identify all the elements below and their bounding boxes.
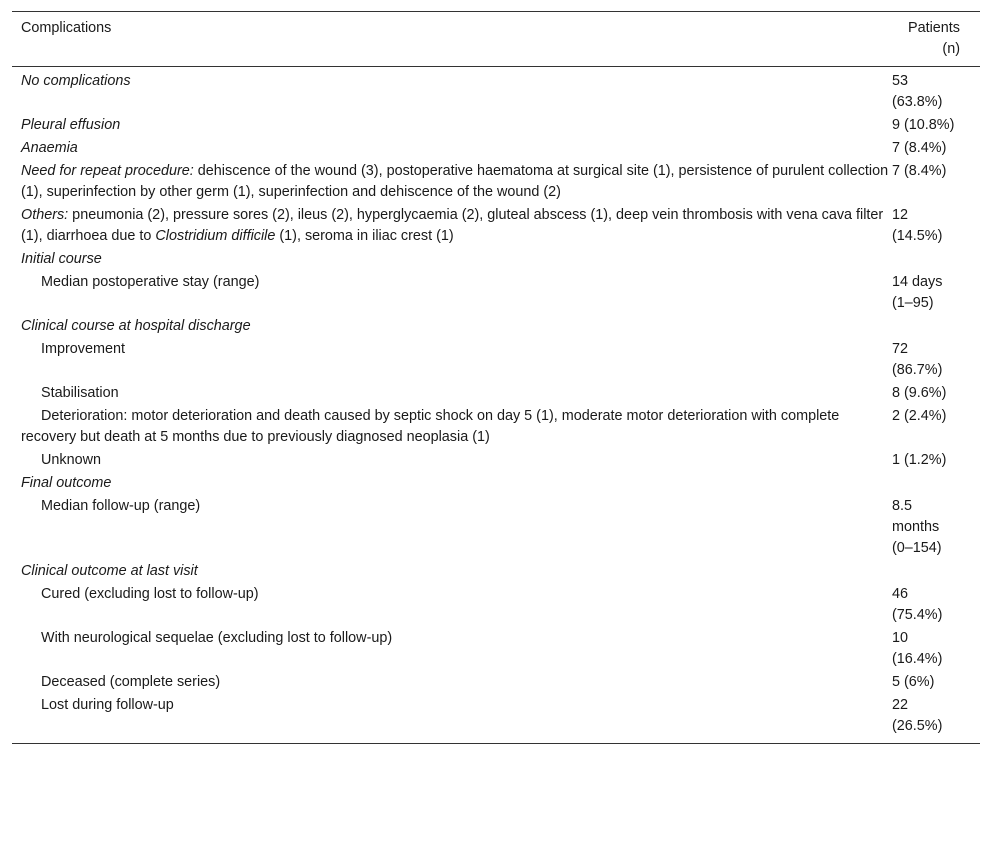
- row-label-text: pneumonia (2), pressure sores (2), ileus (2), hyperglycaemia (2), gluteal abscess (1), deep vein thrombosis with vena cava filter (1), diarrhoea due to: [21, 207, 884, 244]
- section-label: Initial course: [21, 251, 102, 267]
- section-row: [12, 472, 980, 495]
- table-row: [12, 627, 980, 671]
- row-value: 5 (6%): [892, 674, 935, 690]
- table-row: [12, 137, 980, 160]
- row-value: 12 (14.5%): [892, 207, 943, 244]
- row-value: 2 (2.4%): [892, 408, 947, 424]
- row-value-empty: [892, 472, 980, 495]
- table-row: [12, 694, 980, 744]
- table-row: [12, 405, 980, 449]
- complications-table-container: [12, 11, 980, 744]
- row-label: Deceased (complete series): [41, 674, 221, 690]
- table-row: [12, 271, 980, 315]
- table-row: [12, 495, 980, 560]
- section-label: Clinical outcome at last visit: [21, 563, 198, 579]
- section-label: Final outcome: [21, 475, 112, 491]
- table-row: [12, 583, 980, 627]
- header-patients: [892, 12, 980, 67]
- row-value-empty: [892, 560, 980, 583]
- section-row: [12, 315, 980, 338]
- row-value: 46 (75.4%): [892, 586, 943, 623]
- row-label: [12, 160, 892, 204]
- table-row: [12, 671, 980, 694]
- table-row: [12, 382, 980, 405]
- row-value: 9 (10.8%): [892, 117, 955, 133]
- row-value: 7 (8.4%): [892, 140, 947, 156]
- row-label: Unknown: [41, 452, 101, 468]
- section-row: [12, 560, 980, 583]
- row-label-lead: Others:: [21, 207, 69, 223]
- row-label: Pleural effusion: [21, 117, 121, 133]
- row-value: 8 (9.6%): [892, 385, 947, 401]
- row-value: 10 (16.4%): [892, 630, 943, 667]
- complications-table: [12, 11, 980, 744]
- row-value: 72 (86.7%): [892, 341, 943, 378]
- section-label: Clinical course at hospital discharge: [21, 318, 251, 334]
- row-label: Median follow-up (range): [41, 498, 201, 514]
- table-row: [12, 67, 980, 115]
- section-row: [12, 248, 980, 271]
- table-header-row: [12, 12, 980, 67]
- table-row: [12, 338, 980, 382]
- header-patients-line1: Patients: [908, 20, 960, 36]
- row-value: 53 (63.8%): [892, 73, 943, 110]
- row-label: Anaemia: [21, 140, 78, 156]
- row-value: 22 (26.5%): [892, 697, 943, 734]
- row-label: Cured (excluding lost to follow-up): [41, 586, 259, 602]
- header-complications: Complications: [21, 20, 112, 36]
- row-value: 1 (1.2%): [892, 452, 947, 468]
- row-label: Deterioration: motor deterioration and death caused by septic shock on day 5 (1), moderate motor deterioration with complete recovery but death at 5 months due to previously diagnosed neoplasia (1): [21, 408, 840, 445]
- row-label: Median postoperative stay (range): [41, 274, 260, 290]
- row-value: 14 days (1–95): [892, 274, 943, 311]
- header-patients-line2: (n): [942, 41, 960, 57]
- row-label: No complications: [21, 73, 131, 89]
- row-label: With neurological sequelae (excluding lost to follow-up): [41, 630, 393, 646]
- row-label-text: dehiscence of the wound (3), postoperative haematoma at surgical site (1), persistence of purulent collection (1), superinfection by other germ (1), superinfection and dehiscence of the wound (2): [21, 163, 889, 200]
- table-row: [12, 160, 980, 204]
- row-label: Improvement: [41, 341, 125, 357]
- table-row: [12, 449, 980, 472]
- row-value-empty: [892, 248, 980, 271]
- row-value-empty: [892, 315, 980, 338]
- row-label-lead: Need for repeat procedure:: [21, 163, 194, 179]
- row-label: [12, 204, 892, 248]
- table-row: [12, 204, 980, 248]
- row-label-organism: Clostridium difficile: [155, 228, 276, 244]
- row-label: Stabilisation: [41, 385, 119, 401]
- table-row: [12, 114, 980, 137]
- row-value: 7 (8.4%): [892, 163, 947, 179]
- row-label: Lost during follow-up: [41, 697, 174, 713]
- row-label-text-end: (1), seroma in iliac crest (1): [275, 228, 454, 244]
- row-value: 8.5 months (0–154): [892, 498, 942, 556]
